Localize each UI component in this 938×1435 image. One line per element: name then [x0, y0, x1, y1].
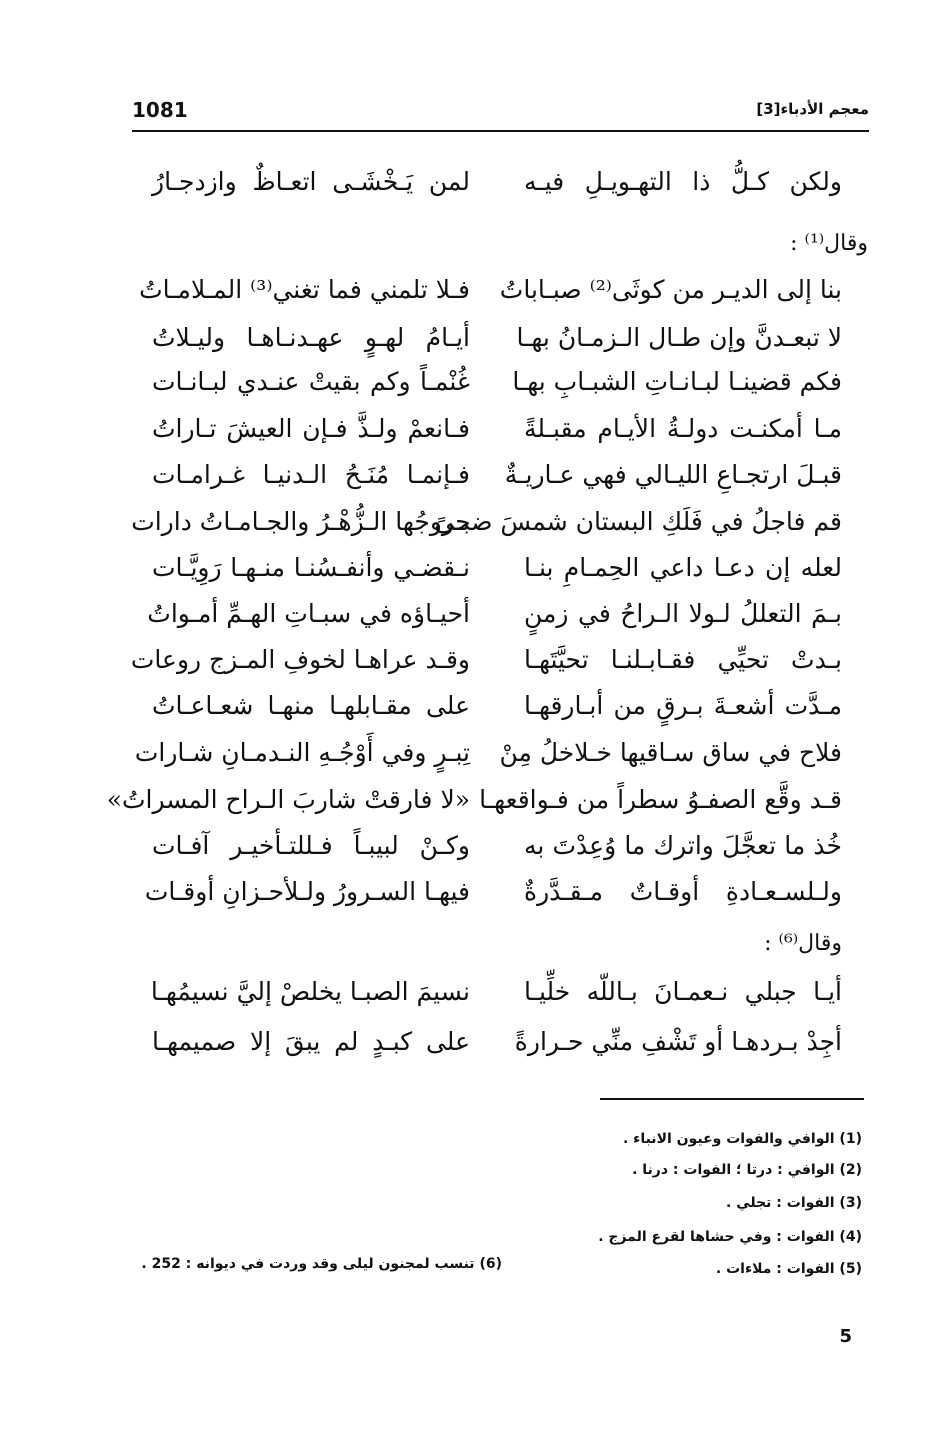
first-hemistich: بـمَ التعللُ لـولا الـراحُ في زمنٍ: [524, 599, 842, 628]
first-hemistich: لعله إن دعـا داعي الحِمـامِ بنـا: [524, 553, 842, 582]
poem-intro: وقال⁽¹⁾ :: [790, 231, 868, 256]
first-hemistich: قـد وقَّع الصفـوُ سطراً من فـواقعهـا: [479, 785, 842, 814]
verse-line: [0, 686, 938, 726]
second-hemistich: على مقـابلهـا منهـا شعـاعـاتُ: [152, 691, 470, 720]
second-hemistich: بـروجُها الـزُّهْـرُ والجـامـاتُ دارات: [131, 507, 470, 536]
first-hemistich: ولكن كـلُّ ذا التهـويـلِ فيـه: [524, 167, 842, 196]
second-hemistich: أحيـاؤه في سبـاتِ الهـمِّ أمـواتُ: [147, 599, 470, 628]
verse-line: [0, 780, 938, 820]
first-hemistich: بـدتْ تحيِّي فقـابـلنـا تحيَّتَهـا: [524, 645, 842, 674]
first-hemistich: مـدَّت أشعـةَ بـرقٍ من أبـارقهـا: [524, 691, 842, 720]
second-hemistich: نسيمَ الصبـا يخلصْ إليَّ نسيمُهـا: [150, 977, 470, 1006]
verse-line: [0, 733, 938, 773]
first-hemistich: أجِدْ بـردهـا أو تَشْفِ منِّي حـرارةً: [514, 1027, 842, 1056]
second-hemistich: وكـنْ لبيبـاً فـللتـأخيـر آفـات: [152, 831, 470, 860]
verse-line: [0, 548, 938, 588]
first-hemistich: قبـلَ ارتجـاعِ الليـالي فهي عـاريـةٌ: [504, 460, 842, 489]
footnote: (1) الوافي والفوات وعيون الانباء .: [622, 1131, 862, 1147]
first-hemistich: فكم قضينـا لبـانـاتِ الشبـابِ بهـا: [512, 367, 842, 396]
book-title: معجم الأدباء[3]: [756, 100, 869, 118]
second-hemistich: على كبـدٍ لم يبقَ إلا صميمهـا: [152, 1027, 470, 1056]
verse-line: [0, 972, 938, 1012]
footnote: (5) الفوات : ملاءات .: [715, 1261, 862, 1277]
verse-line: [0, 362, 938, 402]
first-hemistich: لا تبعـدنَّ وإن طـال الـزمـانُ بهـا: [516, 323, 842, 352]
second-hemistich: تِبـرٍ وفي أَوْجُـهِ النـدمـانِ شـارات: [134, 738, 470, 767]
poem-intro: وقال⁽⁶⁾ :: [764, 931, 842, 956]
first-hemistich: مـا أمكنـت دولـةُ الأيـام مقبـلةً: [524, 414, 842, 443]
second-hemistich: لمن يَـخْشَـى اتعـاظٌ وازدجـارُ: [152, 167, 470, 196]
first-hemistich: أيـا جبلي نـعمـانَ بـاللّه خلِّيـا: [524, 977, 842, 1006]
second-hemistich: وقـد عراهـا لخوفِ المـزج روعات: [130, 645, 470, 674]
first-hemistich: قم فاجلُ في فَلَكِ البستان شمسَ ضحىً: [434, 507, 842, 536]
verse-line: [0, 318, 938, 358]
second-hemistich: نـقضـي وأنفـسُنـا منـهـا رَوِيَّـات: [152, 553, 470, 582]
verse-line: [0, 270, 938, 310]
first-hemistich: ولـلسـعـادةِ أوقـاتٌ مـقـدَّرةٌ: [524, 877, 842, 906]
verse-line: [0, 162, 938, 202]
footnote: (4) الفوات : وفي حشاها لقرع المزج .: [598, 1229, 862, 1245]
footnote: (3) الفوات : تجلي .: [726, 1195, 862, 1211]
verse-line: [0, 409, 938, 449]
second-hemistich: أيـامُ لهـوٍ عهـدنـاهـا وليـلاتُ: [152, 323, 470, 352]
footnote-rule: [600, 1098, 864, 1100]
second-hemistich: فيهـا السـرورُ ولـلأحـزانِ أوقـات: [144, 877, 470, 906]
page-number: 1081: [132, 98, 188, 122]
verse-line: [0, 1022, 938, 1062]
first-hemistich: خُذ ما تعجَّلَ واترك ما وُعِدْتَ به: [524, 831, 842, 860]
page-header: [132, 96, 869, 132]
footnote: (6) تنسب لمجنون ليلى وقد وردت في ديوانه : 252 .: [141, 1256, 502, 1272]
signature-mark: 5: [839, 1326, 852, 1347]
first-hemistich: بنا إلى الديـر من كوثَى⁽²⁾ صبـاباتُ: [499, 275, 842, 304]
verse-line: [0, 594, 938, 634]
second-hemistich: فـلا تلمني فما تغني⁽³⁾ المـلامـاتُ: [139, 275, 470, 304]
verse-line: [0, 872, 938, 912]
verse-line: [0, 640, 938, 680]
second-hemistich: فـانعمْ ولـذَّ فـإن العيشَ تـاراتُ: [152, 414, 470, 443]
verse-line: [0, 502, 938, 542]
second-hemistich: «لا فارقتْ شاربَ الـراح المسراتُ»: [106, 785, 470, 814]
header-rule: [132, 130, 869, 132]
second-hemistich: غُنْمـاً وكم بقيتْ عنـدي لبـانـات: [152, 367, 470, 396]
footnote: (2) الوافي : درتا ؛ الفوات : درنا .: [632, 1162, 862, 1178]
verse-line: [0, 455, 938, 495]
first-hemistich: فلاح في ساق سـاقيها خـلاخلُ مِنْ: [499, 738, 842, 767]
verse-line: [0, 826, 938, 866]
second-hemistich: فـإنمـا مُنَـحُ الـدنيـا غـرامـات: [152, 460, 470, 489]
